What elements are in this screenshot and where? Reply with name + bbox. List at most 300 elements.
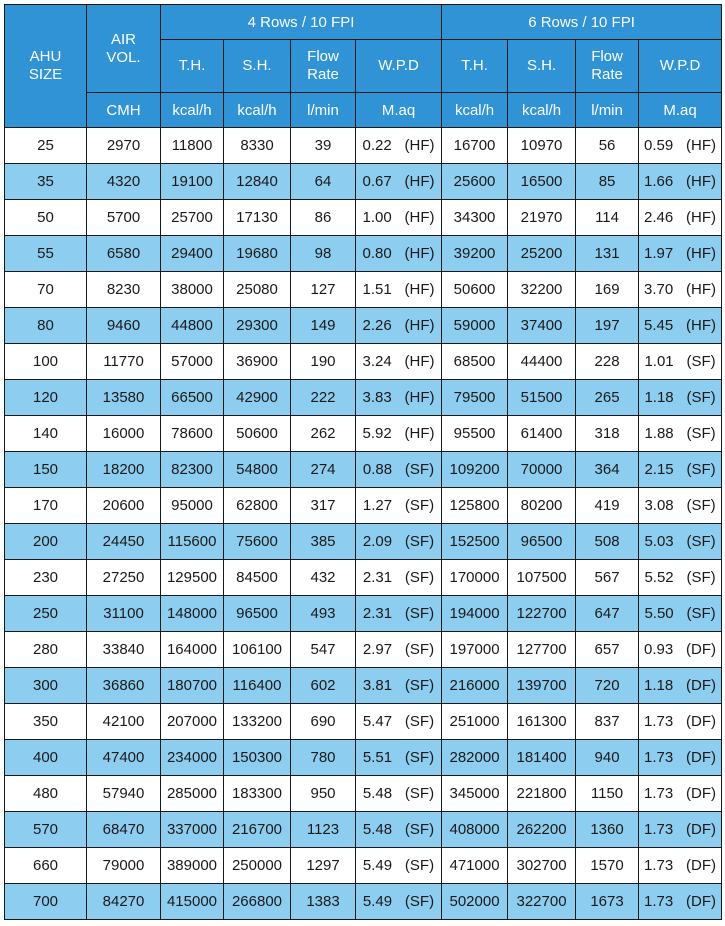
ahu-size-cell: 570	[5, 812, 87, 848]
sh-4rows-cell: 17130	[224, 200, 291, 236]
air-vol-cell: 79000	[87, 848, 161, 884]
sh-4rows-cell: 19680	[224, 236, 291, 272]
sh-4rows-cell: 8330	[224, 128, 291, 164]
flow-4rows-cell: 222	[291, 380, 356, 416]
fin-type-label: (SF)	[404, 461, 435, 478]
flow-4rows-cell: 1123	[291, 812, 356, 848]
wpd-value: 5.45	[644, 317, 674, 334]
wpd-value: 3.24	[362, 353, 392, 370]
flow-4rows-cell: 317	[291, 488, 356, 524]
fin-type-label: (HF)	[404, 209, 435, 226]
sh-6rows-cell: 16500	[508, 164, 576, 200]
sh-4rows-cell: 84500	[224, 560, 291, 596]
fin-type-label: (SF)	[404, 893, 435, 910]
wpd-4rows-cell	[356, 740, 442, 776]
wpd-6rows-cell	[639, 164, 722, 200]
wpd-6rows-cell	[639, 776, 722, 812]
wpd-value: 0.59	[644, 137, 674, 154]
fin-type-label: (HF)	[404, 317, 435, 334]
table-row	[5, 452, 722, 488]
sh-4rows-cell: 183300	[224, 776, 291, 812]
wpd-value: 1.18	[644, 389, 674, 406]
flow-6rows-cell: 1570	[576, 848, 639, 884]
fin-type-label: (HF)	[686, 209, 717, 226]
air-vol-cell: 16000	[87, 416, 161, 452]
flow-4rows-cell: 1297	[291, 848, 356, 884]
wpd-value: 2.97	[362, 641, 393, 658]
fin-type-label: (SF)	[404, 569, 435, 586]
flow-4rows-cell: 432	[291, 560, 356, 596]
sh-6rows-cell: 96500	[508, 524, 576, 560]
flow-6rows-cell: 197	[576, 308, 639, 344]
table-row	[5, 272, 722, 308]
th-4rows-cell: 11800	[161, 128, 224, 164]
wpd-4rows-cell	[356, 236, 442, 272]
sh-4rows-cell: 29300	[224, 308, 291, 344]
wpd-value: 5.50	[644, 605, 674, 622]
table-body	[5, 128, 722, 920]
wpd-6rows-cell	[639, 632, 722, 668]
fin-type-label: (HF)	[686, 173, 717, 190]
th-6rows-cell: 109200	[442, 452, 508, 488]
flow-4rows-cell: 690	[291, 704, 356, 740]
wpd-value: 3.81	[362, 677, 393, 694]
wpd-value: 1.01	[644, 353, 674, 370]
wpd-value: 1.88	[644, 425, 674, 442]
fin-type-label: (SF)	[404, 785, 435, 802]
wpd-value: 5.03	[644, 533, 674, 550]
air-vol-cell: 24450	[87, 524, 161, 560]
flow-6rows-cell: 508	[576, 524, 639, 560]
flow-6rows-cell: 56	[576, 128, 639, 164]
unit-sh-6rows: kcal/h	[508, 93, 576, 128]
fin-type-label: (HF)	[404, 425, 435, 442]
sh-6rows-cell: 161300	[508, 704, 576, 740]
wpd-value: 1.51	[362, 281, 392, 298]
sh-4rows-cell: 50600	[224, 416, 291, 452]
flow-4rows-cell: 950	[291, 776, 356, 812]
th-6rows-cell: 34300	[442, 200, 508, 236]
flow-4rows-cell: 1383	[291, 884, 356, 920]
wpd-value: 2.31	[362, 605, 393, 622]
wpd-4rows-cell	[356, 272, 442, 308]
table-row	[5, 848, 722, 884]
ahu-size-header-line1: AHU	[29, 48, 62, 65]
flow-line1: Flow	[307, 48, 339, 65]
sh-4rows-cell: 216700	[224, 812, 291, 848]
flow-4rows-cell: 274	[291, 452, 356, 488]
wpd-value: 5.49	[362, 893, 393, 910]
ahu-size-cell: 35	[5, 164, 87, 200]
air-vol-cell: 18200	[87, 452, 161, 488]
sh-6rows-cell: 322700	[508, 884, 576, 920]
th-6rows-cell: 471000	[442, 848, 508, 884]
fin-type-label: (DF)	[686, 641, 717, 658]
wpd-value: 0.80	[362, 245, 392, 262]
ahu-size-cell: 150	[5, 452, 87, 488]
sh-6rows-cell: 21970	[508, 200, 576, 236]
wpd-value: 1.73	[644, 893, 674, 910]
flow-4rows-cell: 64	[291, 164, 356, 200]
wpd-value: 1.73	[644, 821, 674, 838]
wpd-6rows-cell	[639, 596, 722, 632]
wpd-6rows-cell	[639, 272, 722, 308]
table-row	[5, 344, 722, 380]
table-row	[5, 380, 722, 416]
air-vol-cell: 57940	[87, 776, 161, 812]
wpd-6rows-cell	[639, 884, 722, 920]
flow-4rows-cell: 149	[291, 308, 356, 344]
air-vol-cell: 42100	[87, 704, 161, 740]
flow-4rows-cell: 98	[291, 236, 356, 272]
wpd-6rows-cell	[639, 524, 722, 560]
wpd-6rows-cell	[639, 452, 722, 488]
sh-4rows-cell: 42900	[224, 380, 291, 416]
air-vol-cell: 2970	[87, 128, 161, 164]
air-vol-header-line1: AIR	[110, 30, 136, 48]
ahu-size-cell: 480	[5, 776, 87, 812]
sh-4rows-cell: 250000	[224, 848, 291, 884]
fin-type-label: (SF)	[686, 569, 716, 586]
th-6rows-cell: 152500	[442, 524, 508, 560]
fin-type-label: (DF)	[686, 857, 717, 874]
sh-4rows-cell: 25080	[224, 272, 291, 308]
table-row	[5, 740, 722, 776]
table-row	[5, 632, 722, 668]
sh-4rows-cell: 116400	[224, 668, 291, 704]
fin-type-label: (SF)	[404, 605, 435, 622]
ahu-size-cell: 200	[5, 524, 87, 560]
unit-th-4rows: kcal/h	[161, 93, 224, 128]
table-row	[5, 524, 722, 560]
fin-type-label: (SF)	[686, 389, 716, 406]
th-4rows-cell: 234000	[161, 740, 224, 776]
fin-type-label: (HF)	[686, 137, 717, 154]
th-6rows-cell: 39200	[442, 236, 508, 272]
wpd-value: 2.26	[362, 317, 392, 334]
wpd-4rows-cell	[356, 812, 442, 848]
fin-type-label: (SF)	[404, 749, 435, 766]
th-4rows-cell: 415000	[161, 884, 224, 920]
th-4rows-cell: 82300	[161, 452, 224, 488]
flow-6rows-cell: 567	[576, 560, 639, 596]
th-4rows-cell: 29400	[161, 236, 224, 272]
ahu-size-cell: 120	[5, 380, 87, 416]
th-6rows-cell: 79500	[442, 380, 508, 416]
th-6rows-cell: 59000	[442, 308, 508, 344]
ahu-size-cell: 25	[5, 128, 87, 164]
air-vol-header-line2: VOL.	[106, 48, 141, 66]
sh-6rows-cell: 44400	[508, 344, 576, 380]
col-header-sh-6rows: S.H.	[508, 40, 576, 93]
wpd-value: 5.47	[362, 713, 393, 730]
flow-4rows-cell: 385	[291, 524, 356, 560]
wpd-value: 2.31	[362, 569, 393, 586]
th-6rows-cell: 194000	[442, 596, 508, 632]
ahu-size-header-line2: SIZE	[28, 66, 63, 83]
ahu-size-cell: 250	[5, 596, 87, 632]
flow-6rows-cell: 131	[576, 236, 639, 272]
fin-type-label: (SF)	[404, 821, 435, 838]
sh-6rows-cell: 70000	[508, 452, 576, 488]
group-header-6rows: 6 Rows / 10 FPI	[442, 5, 722, 40]
wpd-value: 1.73	[644, 713, 674, 730]
th-4rows-cell: 164000	[161, 632, 224, 668]
th-4rows-cell: 389000	[161, 848, 224, 884]
flow-6rows-cell: 169	[576, 272, 639, 308]
sh-4rows-cell: 62800	[224, 488, 291, 524]
ahu-size-cell: 400	[5, 740, 87, 776]
ahu-size-cell: 280	[5, 632, 87, 668]
wpd-value: 0.88	[362, 461, 393, 478]
wpd-value: 5.48	[362, 821, 393, 838]
wpd-value: 1.00	[362, 209, 392, 226]
th-6rows-cell: 216000	[442, 668, 508, 704]
wpd-value: 5.48	[362, 785, 393, 802]
th-4rows-cell: 38000	[161, 272, 224, 308]
ahu-size-cell: 300	[5, 668, 87, 704]
sh-4rows-cell: 106100	[224, 632, 291, 668]
wpd-6rows-cell	[639, 848, 722, 884]
wpd-6rows-cell	[639, 704, 722, 740]
fin-type-label: (DF)	[686, 785, 717, 802]
flow-4rows-cell: 190	[291, 344, 356, 380]
wpd-value: 3.08	[644, 497, 674, 514]
table-row	[5, 596, 722, 632]
flow-4rows-cell: 602	[291, 668, 356, 704]
sh-6rows-cell: 61400	[508, 416, 576, 452]
ahu-size-cell: 230	[5, 560, 87, 596]
flow-6rows-cell: 1673	[576, 884, 639, 920]
table-row	[5, 560, 722, 596]
col-header-th-4rows: T.H.	[161, 40, 224, 93]
fin-type-label: (DF)	[686, 893, 717, 910]
flow-6rows-cell: 114	[576, 200, 639, 236]
wpd-4rows-cell	[356, 128, 442, 164]
wpd-value: 2.09	[362, 533, 393, 550]
unit-wpd-4rows: M.aq	[356, 93, 442, 128]
wpd-value: 5.92	[362, 425, 392, 442]
table-row	[5, 416, 722, 452]
fin-type-label: (SF)	[686, 533, 716, 550]
wpd-value: 1.18	[644, 677, 674, 694]
flow-4rows-cell: 86	[291, 200, 356, 236]
flow-line2: Rate	[307, 66, 339, 83]
air-vol-cell: 9460	[87, 308, 161, 344]
wpd-4rows-cell	[356, 884, 442, 920]
wpd-value: 5.49	[362, 857, 393, 874]
wpd-4rows-cell	[356, 344, 442, 380]
air-vol-cell: 33840	[87, 632, 161, 668]
wpd-4rows-cell	[356, 524, 442, 560]
sh-4rows-cell: 36900	[224, 344, 291, 380]
flow-6rows-cell: 837	[576, 704, 639, 740]
table-header	[5, 5, 722, 128]
th-4rows-cell: 115600	[161, 524, 224, 560]
flow-6rows-cell: 1150	[576, 776, 639, 812]
fin-type-label: (SF)	[686, 353, 716, 370]
wpd-4rows-cell	[356, 776, 442, 812]
unit-sh-4rows: kcal/h	[224, 93, 291, 128]
wpd-4rows-cell	[356, 416, 442, 452]
flow-4rows-cell: 127	[291, 272, 356, 308]
flow-6rows-cell: 647	[576, 596, 639, 632]
th-4rows-cell: 66500	[161, 380, 224, 416]
th-4rows-cell: 148000	[161, 596, 224, 632]
fin-type-label: (HF)	[686, 281, 717, 298]
flow-6rows-cell: 720	[576, 668, 639, 704]
wpd-6rows-cell	[639, 740, 722, 776]
sh-4rows-cell: 133200	[224, 704, 291, 740]
fin-type-label: (HF)	[686, 317, 717, 334]
sh-6rows-cell: 37400	[508, 308, 576, 344]
wpd-4rows-cell	[356, 452, 442, 488]
fin-type-label: (SF)	[404, 533, 435, 550]
th-6rows-cell: 50600	[442, 272, 508, 308]
wpd-4rows-cell	[356, 596, 442, 632]
table-row	[5, 308, 722, 344]
table-row	[5, 884, 722, 920]
table-row	[5, 812, 722, 848]
air-vol-cell: 5700	[87, 200, 161, 236]
wpd-value: 0.22	[362, 137, 392, 154]
wpd-4rows-cell	[356, 200, 442, 236]
ahu-size-cell: 660	[5, 848, 87, 884]
th-4rows-cell: 44800	[161, 308, 224, 344]
fin-type-label: (SF)	[686, 461, 716, 478]
th-4rows-cell: 285000	[161, 776, 224, 812]
th-4rows-cell: 19100	[161, 164, 224, 200]
wpd-value: 1.73	[644, 785, 674, 802]
ahu-size-cell: 700	[5, 884, 87, 920]
sh-4rows-cell: 150300	[224, 740, 291, 776]
wpd-value: 0.67	[362, 173, 392, 190]
wpd-4rows-cell	[356, 560, 442, 596]
table-row	[5, 776, 722, 812]
wpd-6rows-cell	[639, 200, 722, 236]
th-6rows-cell: 95500	[442, 416, 508, 452]
fin-type-label: (SF)	[404, 713, 435, 730]
wpd-value: 3.83	[362, 389, 392, 406]
table-row	[5, 236, 722, 272]
wpd-4rows-cell	[356, 704, 442, 740]
th-4rows-cell: 57000	[161, 344, 224, 380]
sh-6rows-cell: 80200	[508, 488, 576, 524]
col-header-wpd-6rows: W.P.D	[639, 40, 722, 93]
unit-wpd-6rows: M.aq	[639, 93, 722, 128]
ahu-size-cell: 100	[5, 344, 87, 380]
unit-cmh: CMH	[87, 93, 161, 128]
wpd-6rows-cell	[639, 344, 722, 380]
fin-type-label: (HF)	[404, 245, 435, 262]
air-vol-cell: 68470	[87, 812, 161, 848]
table-row	[5, 488, 722, 524]
sh-4rows-cell: 12840	[224, 164, 291, 200]
sh-4rows-cell: 54800	[224, 452, 291, 488]
fin-type-label: (DF)	[686, 677, 717, 694]
wpd-6rows-cell	[639, 128, 722, 164]
fin-type-label: (DF)	[686, 821, 717, 838]
air-vol-cell: 4320	[87, 164, 161, 200]
unit-th-6rows: kcal/h	[442, 93, 508, 128]
col-header-flow-4rows	[291, 40, 356, 93]
fin-type-label: (SF)	[686, 605, 716, 622]
wpd-value: 1.66	[644, 173, 674, 190]
sh-6rows-cell: 262200	[508, 812, 576, 848]
fin-type-label: (HF)	[686, 245, 717, 262]
th-6rows-cell: 197000	[442, 632, 508, 668]
wpd-6rows-cell	[639, 812, 722, 848]
flow-4rows-cell: 493	[291, 596, 356, 632]
air-vol-cell: 36860	[87, 668, 161, 704]
fin-type-label: (HF)	[404, 281, 435, 298]
wpd-value: 5.51	[362, 749, 393, 766]
ahu-coil-performance-table	[4, 4, 722, 920]
fin-type-label: (SF)	[404, 641, 435, 658]
col-header-wpd-4rows: W.P.D	[356, 40, 442, 93]
wpd-value: 3.70	[644, 281, 674, 298]
group-header-4rows: 4 Rows / 10 FPI	[161, 5, 442, 40]
th-6rows-cell: 251000	[442, 704, 508, 740]
flow-line1: Flow	[591, 48, 623, 65]
ahu-size-cell: 70	[5, 272, 87, 308]
fin-type-label: (SF)	[404, 677, 435, 694]
col-header-sh-4rows: S.H.	[224, 40, 291, 93]
sh-6rows-cell: 51500	[508, 380, 576, 416]
flow-6rows-cell: 318	[576, 416, 639, 452]
flow-4rows-cell: 39	[291, 128, 356, 164]
wpd-value: 5.52	[644, 569, 674, 586]
th-6rows-cell: 408000	[442, 812, 508, 848]
flow-4rows-cell: 780	[291, 740, 356, 776]
sh-6rows-cell: 32200	[508, 272, 576, 308]
th-6rows-cell: 502000	[442, 884, 508, 920]
flow-6rows-cell: 940	[576, 740, 639, 776]
air-vol-cell: 47400	[87, 740, 161, 776]
wpd-4rows-cell	[356, 848, 442, 884]
sh-4rows-cell: 266800	[224, 884, 291, 920]
wpd-4rows-cell	[356, 668, 442, 704]
th-6rows-cell: 68500	[442, 344, 508, 380]
wpd-6rows-cell	[639, 416, 722, 452]
table-row	[5, 668, 722, 704]
fin-type-label: (HF)	[404, 173, 435, 190]
th-6rows-cell: 125800	[442, 488, 508, 524]
flow-4rows-cell: 547	[291, 632, 356, 668]
sh-6rows-cell: 302700	[508, 848, 576, 884]
wpd-value: 1.73	[644, 857, 674, 874]
fin-type-label: (SF)	[686, 497, 716, 514]
ahu-size-cell: 80	[5, 308, 87, 344]
wpd-4rows-cell	[356, 632, 442, 668]
ahu-size-header	[5, 5, 87, 128]
ahu-size-cell: 170	[5, 488, 87, 524]
fin-type-label: (DF)	[686, 749, 717, 766]
flow-6rows-cell: 1360	[576, 812, 639, 848]
ahu-size-cell: 140	[5, 416, 87, 452]
sh-6rows-cell: 139700	[508, 668, 576, 704]
flow-4rows-cell: 262	[291, 416, 356, 452]
sh-6rows-cell: 25200	[508, 236, 576, 272]
th-6rows-cell: 282000	[442, 740, 508, 776]
table-row	[5, 164, 722, 200]
wpd-6rows-cell	[639, 236, 722, 272]
wpd-4rows-cell	[356, 380, 442, 416]
flow-6rows-cell: 85	[576, 164, 639, 200]
wpd-value: 1.27	[362, 497, 393, 514]
th-4rows-cell: 95000	[161, 488, 224, 524]
th-6rows-cell: 170000	[442, 560, 508, 596]
